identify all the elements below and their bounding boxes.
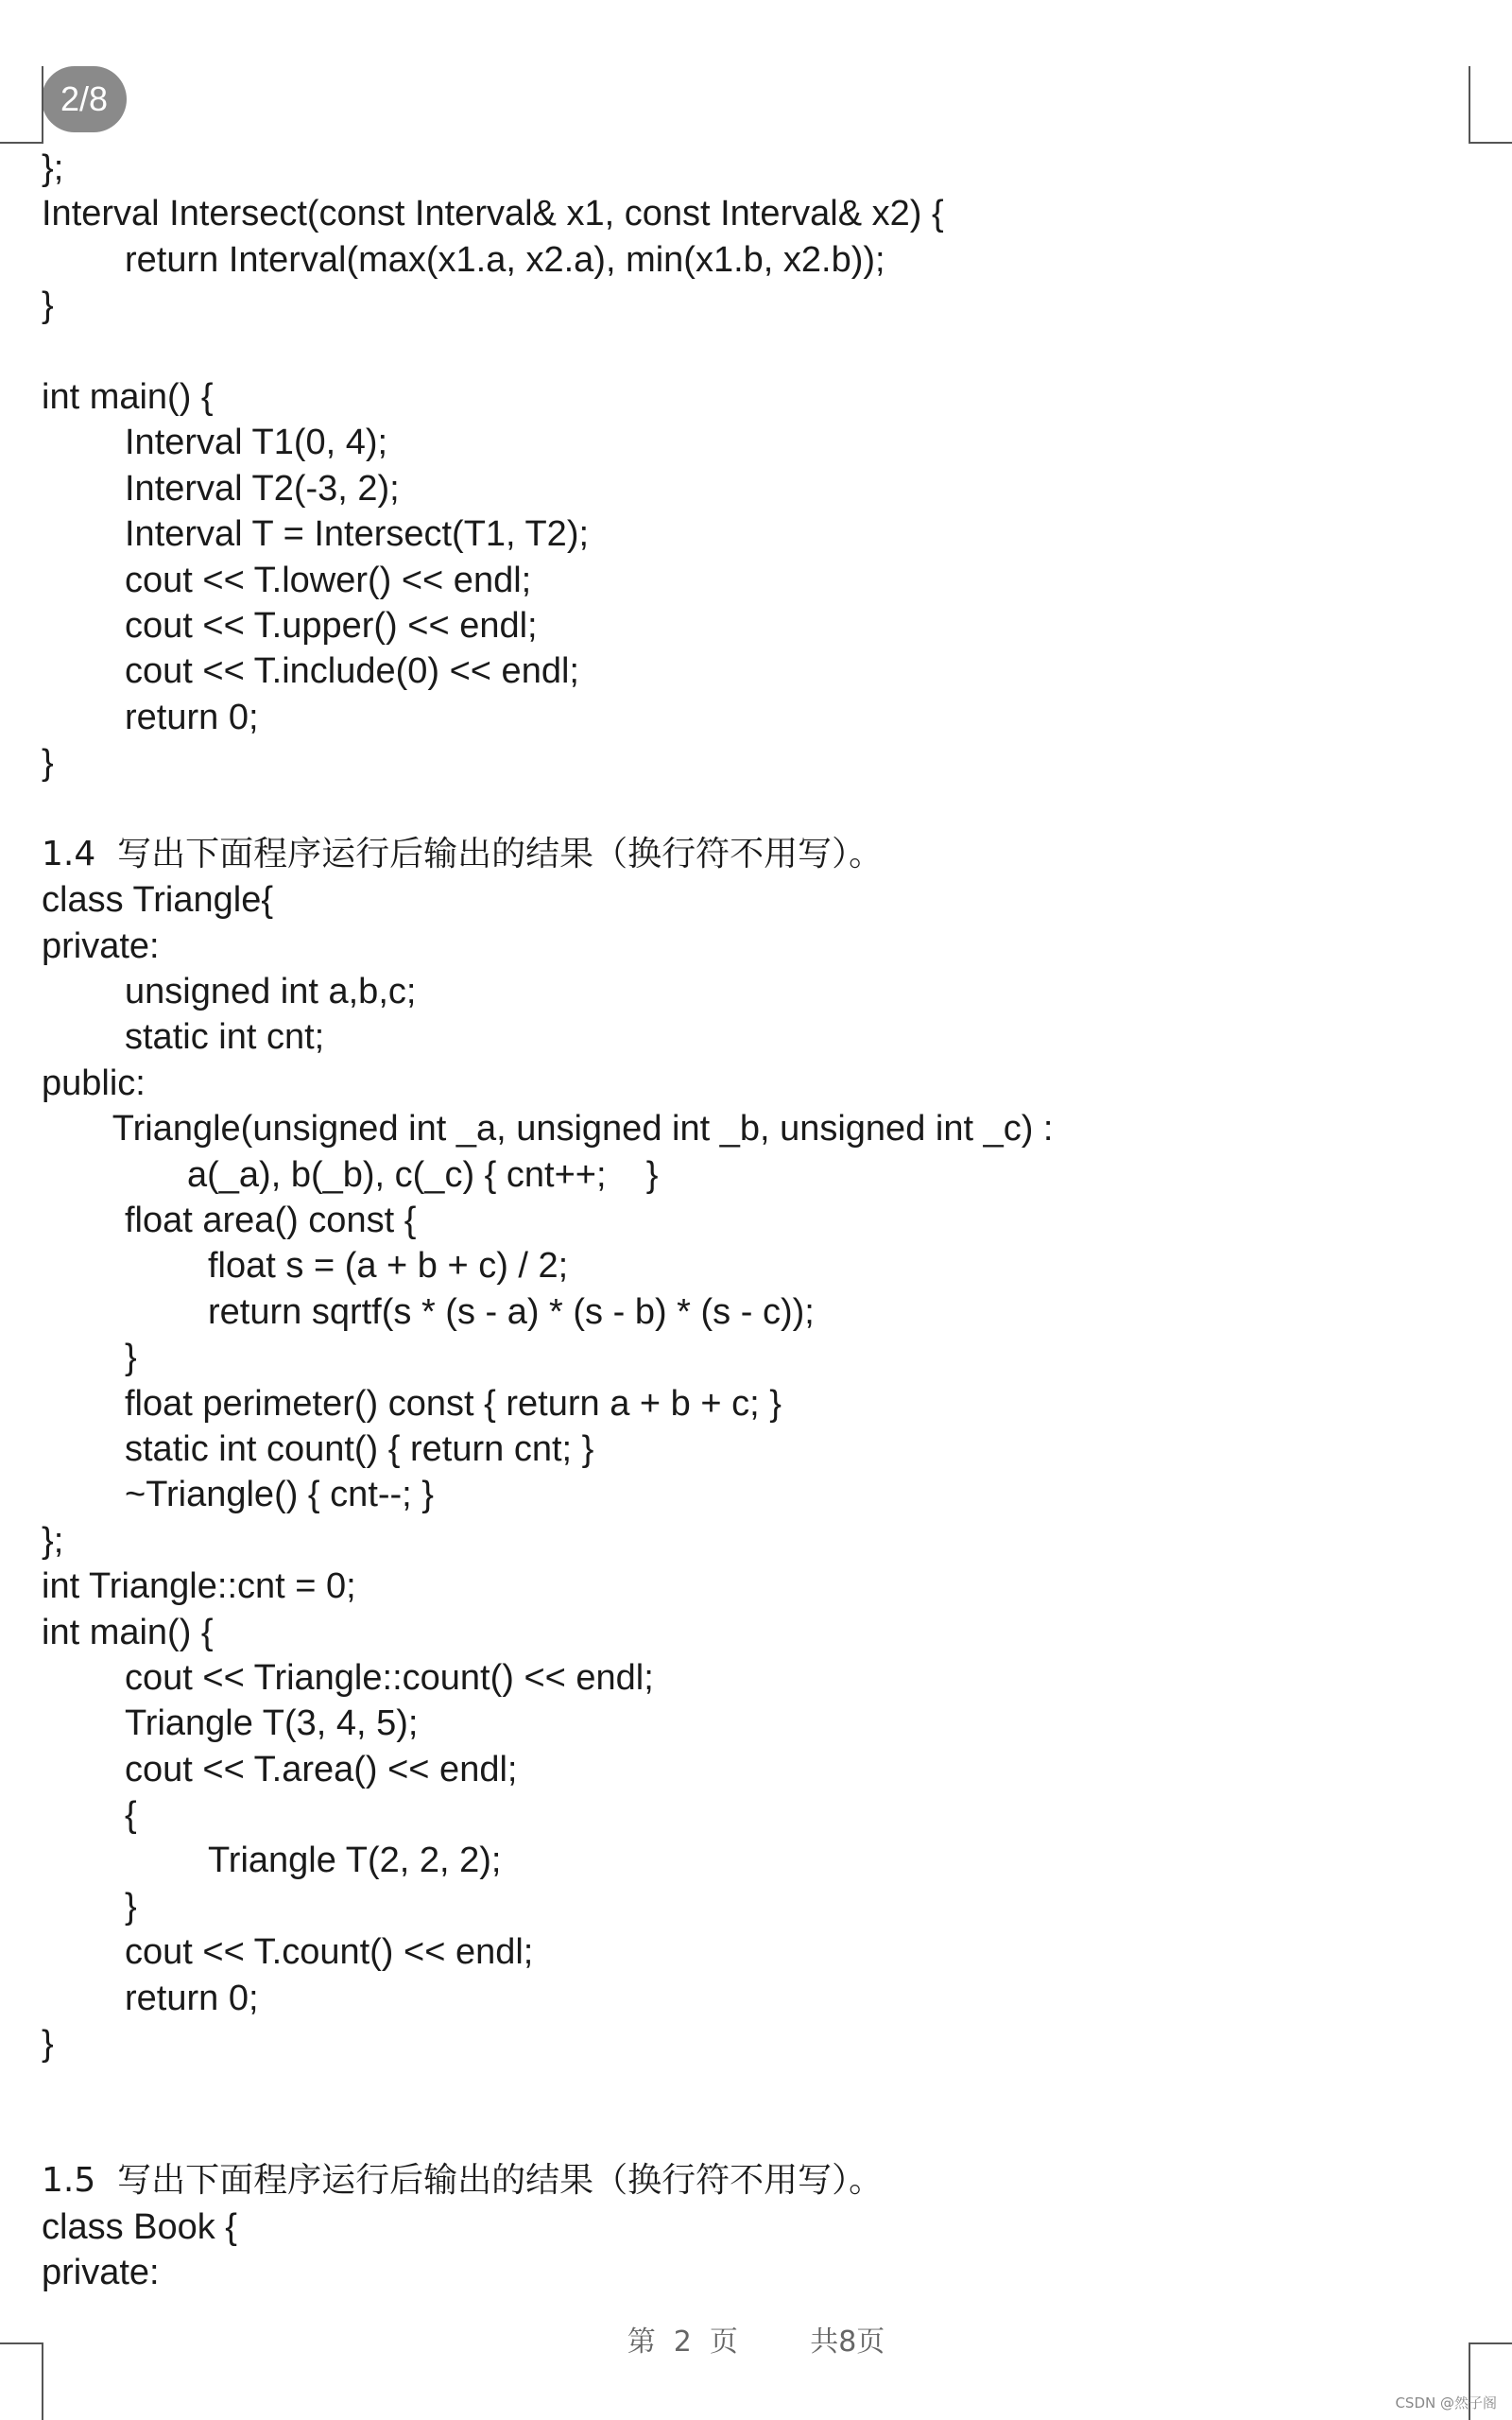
code-line: }	[42, 2024, 54, 2065]
code-line	[42, 2066, 1478, 2112]
code-line: Triangle T(3, 4, 5);	[125, 1703, 419, 1744]
code-line: };	[42, 1520, 64, 1561]
code-line: }	[125, 1338, 137, 1378]
code-line: cout << T.area() << endl;	[125, 1749, 518, 1789]
page-footer: 第 2 页 共8页	[627, 2325, 885, 2359]
code-line: return 0;	[125, 1978, 259, 2018]
code-line: class Book {	[42, 2206, 237, 2247]
code-line: Triangle(unsigned int _a, unsigned int _b, unsigned int _c) :	[112, 1109, 1054, 1150]
code-line: Interval T2(-3, 2);	[125, 468, 400, 509]
code-line: private:	[42, 2252, 160, 2292]
code-line: cout << T.upper() << endl;	[125, 605, 538, 646]
code-line: Triangle T(2, 2, 2);	[208, 1841, 502, 1881]
code-line: cout << Triangle::count() << endl;	[125, 1657, 654, 1698]
code-line: public:	[42, 1063, 146, 1103]
code-line: ~Triangle() { cnt--; }	[125, 1475, 434, 1515]
code-line: Interval Intersect(const Interval& x1, const Interval& x2) {	[42, 194, 944, 234]
code-line: return sqrtf(s * (s - a) * (s - b) * (s - c));	[208, 1291, 815, 1332]
code-line: {	[125, 1795, 137, 1836]
code-line: }	[125, 1886, 137, 1927]
code-line: a(_a), b(_b), c(_c) { cnt++; }	[187, 1154, 659, 1195]
code-line: class Triangle{	[42, 880, 274, 921]
code-line: int main() {	[42, 1612, 214, 1652]
document-body	[42, 146, 1478, 2295]
crop-mark-top-left	[0, 66, 43, 144]
code-line: float perimeter() const { return a + b + c; }	[125, 1383, 782, 1424]
section-heading: 1.5 写出下面程序运行后输出的结果（换行符不用写）。	[42, 2161, 884, 2201]
code-line: return 0;	[125, 697, 259, 737]
watermark: CSDN @然子阁	[1395, 2394, 1497, 2411]
page-indicator-badge: 2/8	[42, 66, 127, 132]
code-line	[42, 2113, 1478, 2158]
code-line	[42, 786, 1478, 831]
code-line: static int count() { return cnt; }	[125, 1428, 594, 1469]
code-line: float s = (a + b + c) / 2;	[208, 1246, 569, 1287]
code-line: float area() const {	[125, 1200, 417, 1240]
code-line: Interval T1(0, 4);	[125, 423, 388, 463]
code-line: }	[42, 285, 54, 326]
section-heading: 1.4 写出下面程序运行后输出的结果（换行符不用写）。	[42, 834, 884, 873]
code-line: int main() {	[42, 376, 214, 417]
code-line: unsigned int a,b,c;	[125, 972, 417, 1012]
crop-mark-top-right	[1469, 66, 1512, 144]
code-line: }	[42, 743, 54, 784]
code-line: static int cnt;	[125, 1017, 325, 1058]
code-line: cout << T.lower() << endl;	[125, 560, 532, 600]
code-line: };	[42, 148, 64, 188]
code-line: return Interval(max(x1.a, x2.a), min(x1.b, x2.b));	[125, 239, 885, 280]
code-line: cout << T.include(0) << endl;	[125, 651, 579, 692]
code-line: private:	[42, 925, 160, 966]
code-line	[42, 329, 1478, 374]
code-line: cout << T.count() << endl;	[125, 1932, 534, 1973]
code-line: int Triangle::cnt = 0;	[42, 1566, 356, 1607]
code-line: Interval T = Intersect(T1, T2);	[125, 514, 590, 555]
